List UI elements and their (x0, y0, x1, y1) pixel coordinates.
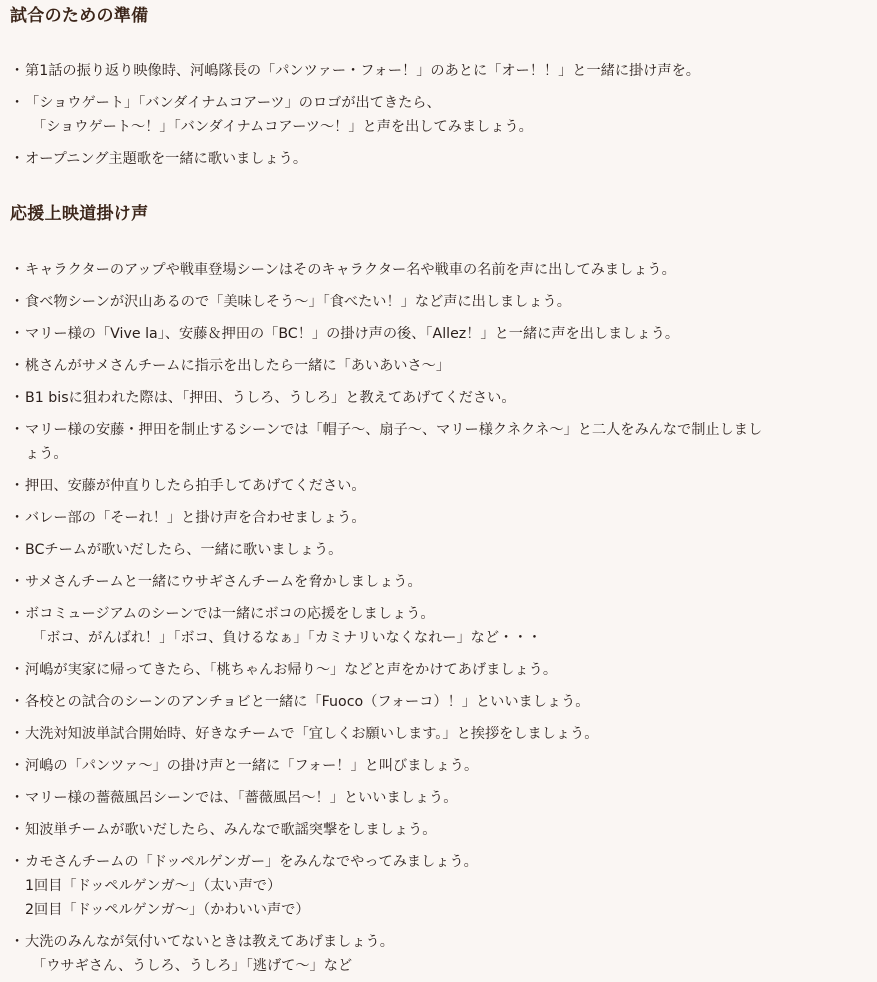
list-item (10, 658, 877, 682)
list-item (10, 722, 877, 746)
cheering-list (10, 258, 877, 978)
list-item-text: オープニング主題歌を一緒に歌いましょう。 (25, 151, 308, 167)
list-item-text: 大洗のみんなが気付いてないときは教えてあげましょう。 (25, 934, 394, 950)
bullet-marker: ・ (10, 358, 25, 374)
list-item-text: 各校との試合のシーンのアンチョビと一緒に「Fuoco（フォーコ）！」といいましょう。 (25, 694, 590, 710)
bullet-marker: ・ (10, 606, 25, 622)
list-item-continuation: 「ウサギさん、うしろ、うしろ」「逃げて〜」など (32, 958, 353, 974)
list-item-text: 大洗対知波単試合開始時、好きなチームで「宜しくお願いします。」と挨拶をしましょう。 (25, 726, 599, 742)
list-item-continuation: 「ショウゲート〜！」「バンダイナムコアーツ〜！」と声を出してみましょう。 (32, 119, 533, 135)
list-item (10, 930, 877, 978)
list-item (10, 850, 877, 922)
list-item-text: マリー様の「Vive la」、安藤＆押田の「BC！」の掛け声の後、「Allez！」と一緒に声を出しましょう。 (25, 326, 680, 342)
bullet-marker: ・ (10, 662, 25, 678)
list-item-continuation: ょう。 (25, 446, 68, 462)
bullet-marker: ・ (10, 151, 25, 167)
bullet-marker: ・ (10, 294, 25, 310)
list-item (10, 570, 877, 594)
bullet-marker: ・ (10, 95, 25, 111)
list-item-text: マリー様の薔薇風呂シーンでは、「薔薇風呂〜！」といいましょう。 (25, 790, 458, 806)
list-item (10, 147, 877, 171)
bullet-marker: ・ (10, 726, 25, 742)
list-item-text: 桃さんがサメさんチームに指示を出したら一緒に「あいあいさ〜」 (25, 358, 451, 374)
list-item (10, 91, 877, 139)
list-item-continuation: 「ボコ、がんばれ！」「ボコ、負けるなぁ」「カミナリいなくなれー」など・・・ (32, 630, 542, 646)
list-item-text: BCチームが歌いだしたら、一緒に歌いましょう。 (25, 542, 343, 558)
list-item (10, 506, 877, 530)
list-item (10, 474, 877, 498)
list-item (10, 690, 877, 714)
preparation-list (10, 59, 877, 171)
list-item-text: 河嶋が実家に帰ってきたら、「桃ちゃんお帰り〜」などと声をかけてあげましょう。 (25, 662, 558, 678)
list-item-text: マリー様の安藤・押田を制止するシーンでは「帽子〜、扇子〜、マリー様クネクネ〜」と二人をみんなで制止しまし (25, 422, 763, 438)
bullet-marker: ・ (10, 390, 25, 406)
list-item-continuation: 2回目「ドッペルゲンガ〜」（かわいい声で） (25, 902, 310, 918)
list-item (10, 290, 877, 314)
list-item-text: バレー部の「そーれ！」と掛け声を合わせましょう。 (25, 510, 366, 526)
list-item-text: 河嶋の「パンツァ〜」の掛け声と一緒に「フォー！」と叫びましょう。 (25, 758, 479, 774)
bullet-marker: ・ (10, 790, 25, 806)
list-item (10, 322, 877, 346)
bullet-marker: ・ (10, 478, 25, 494)
list-item-continuation: 1回目「ドッペルゲンガ〜」（太い声で） (25, 878, 282, 894)
section-title-preparation: 試合のための準備 (10, 6, 149, 26)
bullet-marker: ・ (10, 854, 25, 870)
bullet-marker: ・ (10, 510, 25, 526)
list-item-text: ボコミュージアムのシーンでは一緒にボコの応援をしましょう。 (25, 606, 435, 622)
list-item (10, 754, 877, 778)
list-item-text: 押田、安藤が仲直りしたら拍手してあげてください。 (25, 478, 366, 494)
bullet-marker: ・ (10, 63, 25, 79)
list-item-text: キャラクターのアップや戦車登場シーンはそのキャラクター名や戦車の名前を声に出してみましょう。 (25, 262, 676, 278)
list-item (10, 258, 877, 282)
bullet-marker: ・ (10, 758, 25, 774)
bullet-marker: ・ (10, 262, 25, 278)
bullet-marker: ・ (10, 326, 25, 342)
list-item-text: 知波単チームが歌いだしたら、みんなで歌謡突撃をしましょう。 (25, 822, 437, 838)
list-item-text: B1 bisに狙われた際は、「押田、うしろ、うしろ」と教えてあげてください。 (25, 390, 516, 406)
bullet-marker: ・ (10, 934, 25, 950)
section-title-cheering: 応援上映道掛け声 (10, 204, 149, 224)
list-item (10, 602, 877, 650)
list-item (10, 818, 877, 842)
list-item-text: 「ショウゲート」「バンダイナムコアーツ」のロゴが出てきたら、 (25, 95, 441, 111)
list-item (10, 59, 877, 83)
list-item (10, 418, 877, 466)
list-item-text: カモさんチームの「ドッペルゲンガー」をみんなでやってみましょう。 (25, 854, 478, 870)
bullet-marker: ・ (10, 574, 25, 590)
bullet-marker: ・ (10, 422, 25, 438)
list-item (10, 354, 877, 378)
list-item (10, 386, 877, 410)
list-item-text: 食べ物シーンが沢山あるので「美味しそう〜」「食べたい！」など声に出しましょう。 (25, 294, 571, 310)
list-item (10, 786, 877, 810)
bullet-marker: ・ (10, 822, 25, 838)
list-item-text: サメさんチームと一緒にウサギさんチームを脅かしましょう。 (25, 574, 422, 590)
bullet-marker: ・ (10, 542, 25, 558)
list-item-text: 第1話の振り返り映像時、河嶋隊長の「パンツァー・フォー！」のあとに「オー！！」と一緒に掛け声を。 (25, 63, 700, 79)
list-item (10, 538, 877, 562)
bullet-marker: ・ (10, 694, 25, 710)
